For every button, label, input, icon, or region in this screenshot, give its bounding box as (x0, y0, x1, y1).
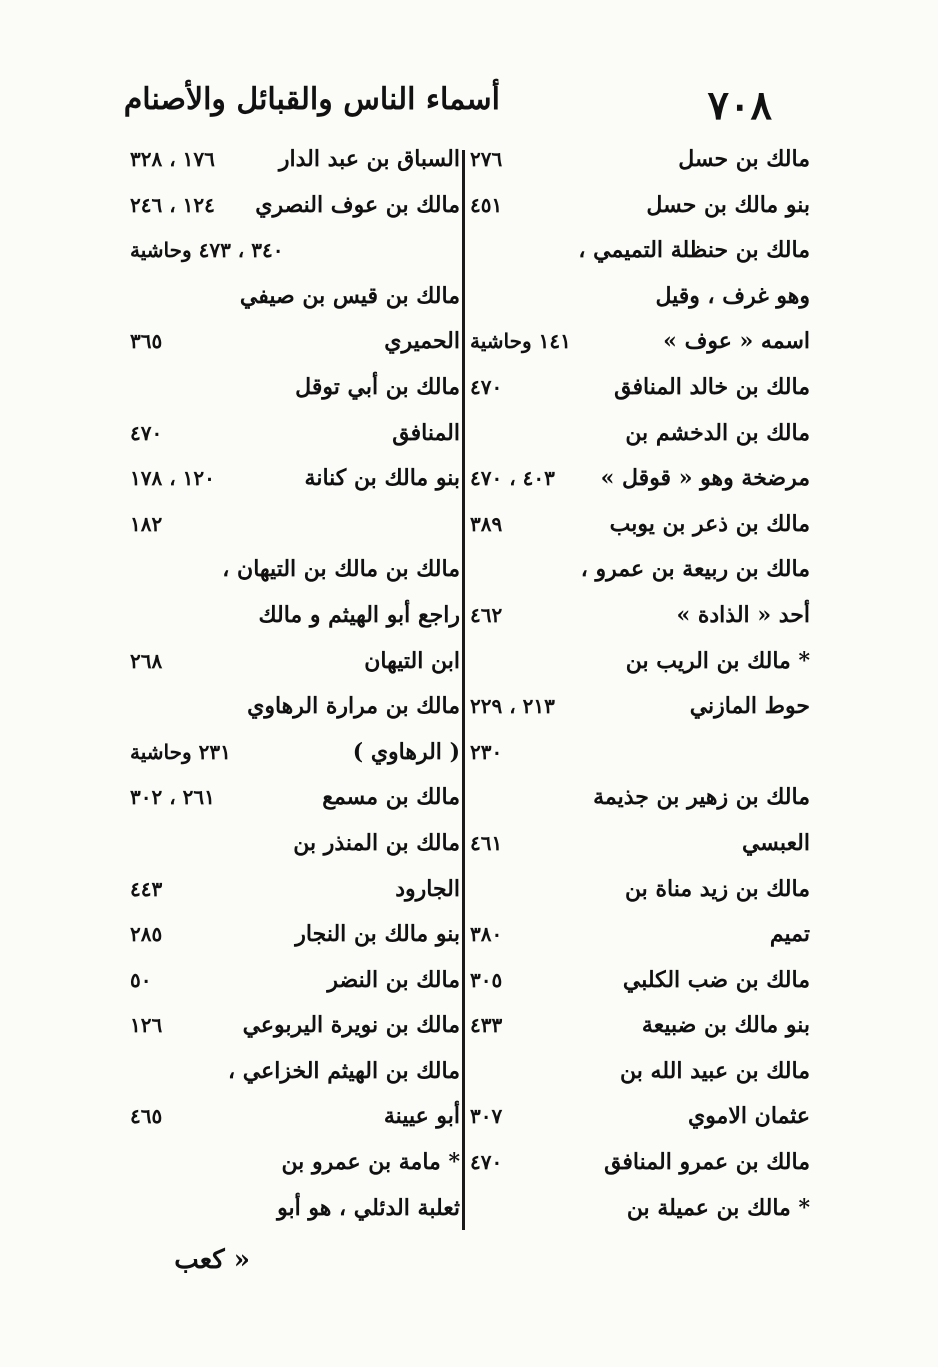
index-entry (470, 959, 810, 1005)
entry-name: مالك بن الهيثم الخزاعي ، (228, 1057, 460, 1084)
index-entry (130, 275, 460, 321)
index-entry (470, 548, 810, 594)
index-entry (470, 868, 810, 914)
entry-page-refs: ٣٦٥ (130, 329, 163, 354)
index-entry (470, 1004, 810, 1050)
index-entry (470, 1141, 810, 1187)
entry-name: مالك بن زيد مناة بن (624, 875, 810, 902)
entry-page-refs: ٢٦٨ (130, 648, 163, 673)
entry-page-refs: ٣٤٠ ، ٤٧٣ وحاشية (130, 238, 284, 263)
entry-name: عثمان الاموي (687, 1103, 810, 1130)
entry-name: ( الرهاوي ) (352, 738, 460, 765)
index-entry (470, 412, 810, 458)
entry-name: أحد « الذادة » (676, 601, 810, 628)
index-entry (130, 822, 460, 868)
entry-page-refs: ٤٦١ (470, 830, 503, 855)
entry-page-refs: ١٤١ وحاشية (470, 329, 571, 354)
index-entry (130, 184, 460, 230)
index-entry (470, 913, 810, 959)
entry-page-refs: ٤٤٣ (130, 876, 163, 901)
index-entry (130, 868, 460, 914)
entry-page-refs: ٣٨٠ (470, 922, 503, 947)
entry-name: اسمه « عوف » (663, 328, 810, 355)
index-entry (130, 776, 460, 822)
entry-name: مالك بن المنذر بن (293, 829, 460, 856)
index-entry (130, 366, 460, 412)
entry-name: * مالك بن عميلة بن (626, 1194, 810, 1221)
entry-name: تميم (769, 921, 810, 948)
index-entry (130, 503, 460, 549)
page-number: ٧٠٨ (707, 82, 772, 129)
index-entry (470, 822, 810, 868)
entry-name: مالك بن الدخشم بن (625, 419, 810, 446)
entry-name: مالك بن قيس بن صيفي (239, 282, 460, 309)
entry-name: مالك بن عبيد الله بن (620, 1057, 810, 1084)
index-entry (470, 1095, 810, 1141)
entry-page-refs: ١٢٠ ، ١٧٨ (130, 466, 215, 491)
index-entry (130, 913, 460, 959)
entry-name: الجارود (395, 875, 460, 902)
entry-name: * مالك بن الريب بن (625, 647, 810, 674)
index-entry (470, 1050, 810, 1096)
index-entry (470, 138, 810, 184)
index-entry (470, 594, 810, 640)
index-entry (130, 1004, 460, 1050)
entry-page-refs: ٢٨٥ (130, 922, 163, 947)
entry-page-refs: ٤٧٠ (470, 1150, 503, 1175)
index-entry (130, 320, 460, 366)
entry-page-refs: ٤٦٢ (470, 602, 503, 627)
entry-page-refs: ٢٣١ وحاشية (130, 739, 231, 764)
entry-name: مالك بن ذعر بن يوبب (609, 510, 810, 537)
entry-page-refs: ٤٦٥ (130, 1104, 163, 1129)
entry-name: مالك بن عوف النصري (255, 191, 460, 218)
index-entry (470, 685, 810, 731)
index-entry (130, 1050, 460, 1096)
entry-page-refs: ٤٧٠ (130, 420, 163, 445)
entry-name: مرضخة وهو « قوقل » (600, 465, 810, 492)
entry-page-refs: ٢١٣ ، ٢٢٩ (470, 694, 555, 719)
entry-name: وهو غرف ، وقيل (655, 282, 810, 309)
index-entry (470, 503, 810, 549)
entry-name: المنافق (392, 419, 460, 446)
entry-name: أبو عيينة (383, 1103, 460, 1130)
entry-name: مالك بن حسل (678, 146, 810, 172)
index-entry (470, 776, 810, 822)
entry-name: ثعلبة الدئلي ، هو أبو (277, 1194, 460, 1221)
index-entry (130, 731, 460, 777)
entry-name: ابن التيهان (364, 647, 460, 674)
entry-name: مالك بن زهير بن جذيمة (593, 784, 810, 811)
index-entry (130, 1187, 460, 1233)
entry-name: مالك بن حنظلة التميمي ، (578, 237, 810, 264)
entry-name: مالك بن مسمع (322, 784, 460, 811)
index-entry (470, 366, 810, 412)
entry-page-refs: ٣٠٥ (470, 967, 503, 992)
entry-name: حوط المازني (689, 693, 810, 720)
entry-page-refs: ١٢٦ (130, 1013, 163, 1038)
entry-name: بنو مالك بن ضبيعة (641, 1012, 810, 1039)
index-column-left (130, 138, 460, 1232)
index-entry (470, 731, 810, 777)
entry-page-refs: ٣٠٧ (470, 1104, 503, 1129)
entry-name: راجع أبو الهيثم و مالك (258, 601, 460, 628)
entry-page-refs: ٢٦١ ، ٣٠٢ (130, 785, 215, 810)
entry-page-refs: ٤٧٠ (470, 374, 503, 399)
index-entry (130, 959, 460, 1005)
entry-name: مالك بن خالد المنافق (614, 373, 810, 400)
entry-page-refs: ٥٠ (130, 967, 152, 992)
entry-page-refs: ٤٠٣ ، ٤٧٠ (470, 466, 555, 491)
index-entry (130, 594, 460, 640)
entry-page-refs: ٣٨٩ (470, 511, 503, 536)
entry-page-refs: ٤٣٣ (470, 1013, 503, 1038)
entry-page-refs: ١٧٦ ، ٣٢٨ (130, 147, 215, 171)
entry-name: بنو مالك بن حسل (646, 191, 810, 218)
index-entry (470, 275, 810, 321)
entry-name: * مامة بن عمرو بن (281, 1149, 460, 1176)
index-entry (470, 457, 810, 503)
entry-name: مالك بن ربيعة بن عمرو ، (580, 556, 810, 583)
entry-page-refs: ١٨٢ (130, 511, 163, 536)
entry-name: العبسي (741, 829, 810, 856)
catchword: « كعب (174, 1245, 250, 1275)
index-entry (130, 229, 460, 275)
entry-name: مالك بن نويرة اليربوعي (242, 1012, 460, 1039)
index-entry (130, 1141, 460, 1187)
entry-name: مالك بن عمرو المنافق (604, 1149, 810, 1176)
index-entry (130, 685, 460, 731)
index-entry (470, 320, 810, 366)
entry-page-refs: ٢٣٠ (470, 739, 503, 764)
index-entry (130, 138, 460, 184)
index-entry (130, 548, 460, 594)
index-entry (130, 412, 460, 458)
entry-name: مالك بن النضر (327, 966, 460, 993)
running-header-title: أسماء الناس والقبائل والأصنام (123, 82, 500, 117)
index-entry (470, 640, 810, 686)
index-entry (470, 184, 810, 230)
index-column-right (470, 138, 810, 1232)
column-divider (462, 150, 465, 1230)
entry-name: بنو مالك بن كنانة (304, 465, 460, 492)
entry-name: السباق بن عبد الدار (278, 146, 460, 172)
index-entry (130, 457, 460, 503)
index-entry (130, 1095, 460, 1141)
entry-name: مالك بن مالك بن التيهان ، (222, 556, 460, 583)
entry-name: مالك بن مرارة الرهاوي (247, 693, 460, 720)
entry-name: بنو مالك بن النجار (295, 921, 460, 948)
index-entry (470, 229, 810, 275)
index-entry (470, 1187, 810, 1233)
entry-name: الحميري (384, 328, 460, 355)
entry-name: مالك بن أبي توقل (295, 373, 460, 400)
entry-name: مالك بن ضب الكلبي (622, 966, 810, 993)
entry-page-refs: ١٢٤ ، ٢٤٦ (130, 192, 215, 217)
index-entry (130, 640, 460, 686)
entry-page-refs: ٢٧٦ (470, 147, 503, 171)
entry-page-refs: ٤٥١ (470, 192, 503, 217)
